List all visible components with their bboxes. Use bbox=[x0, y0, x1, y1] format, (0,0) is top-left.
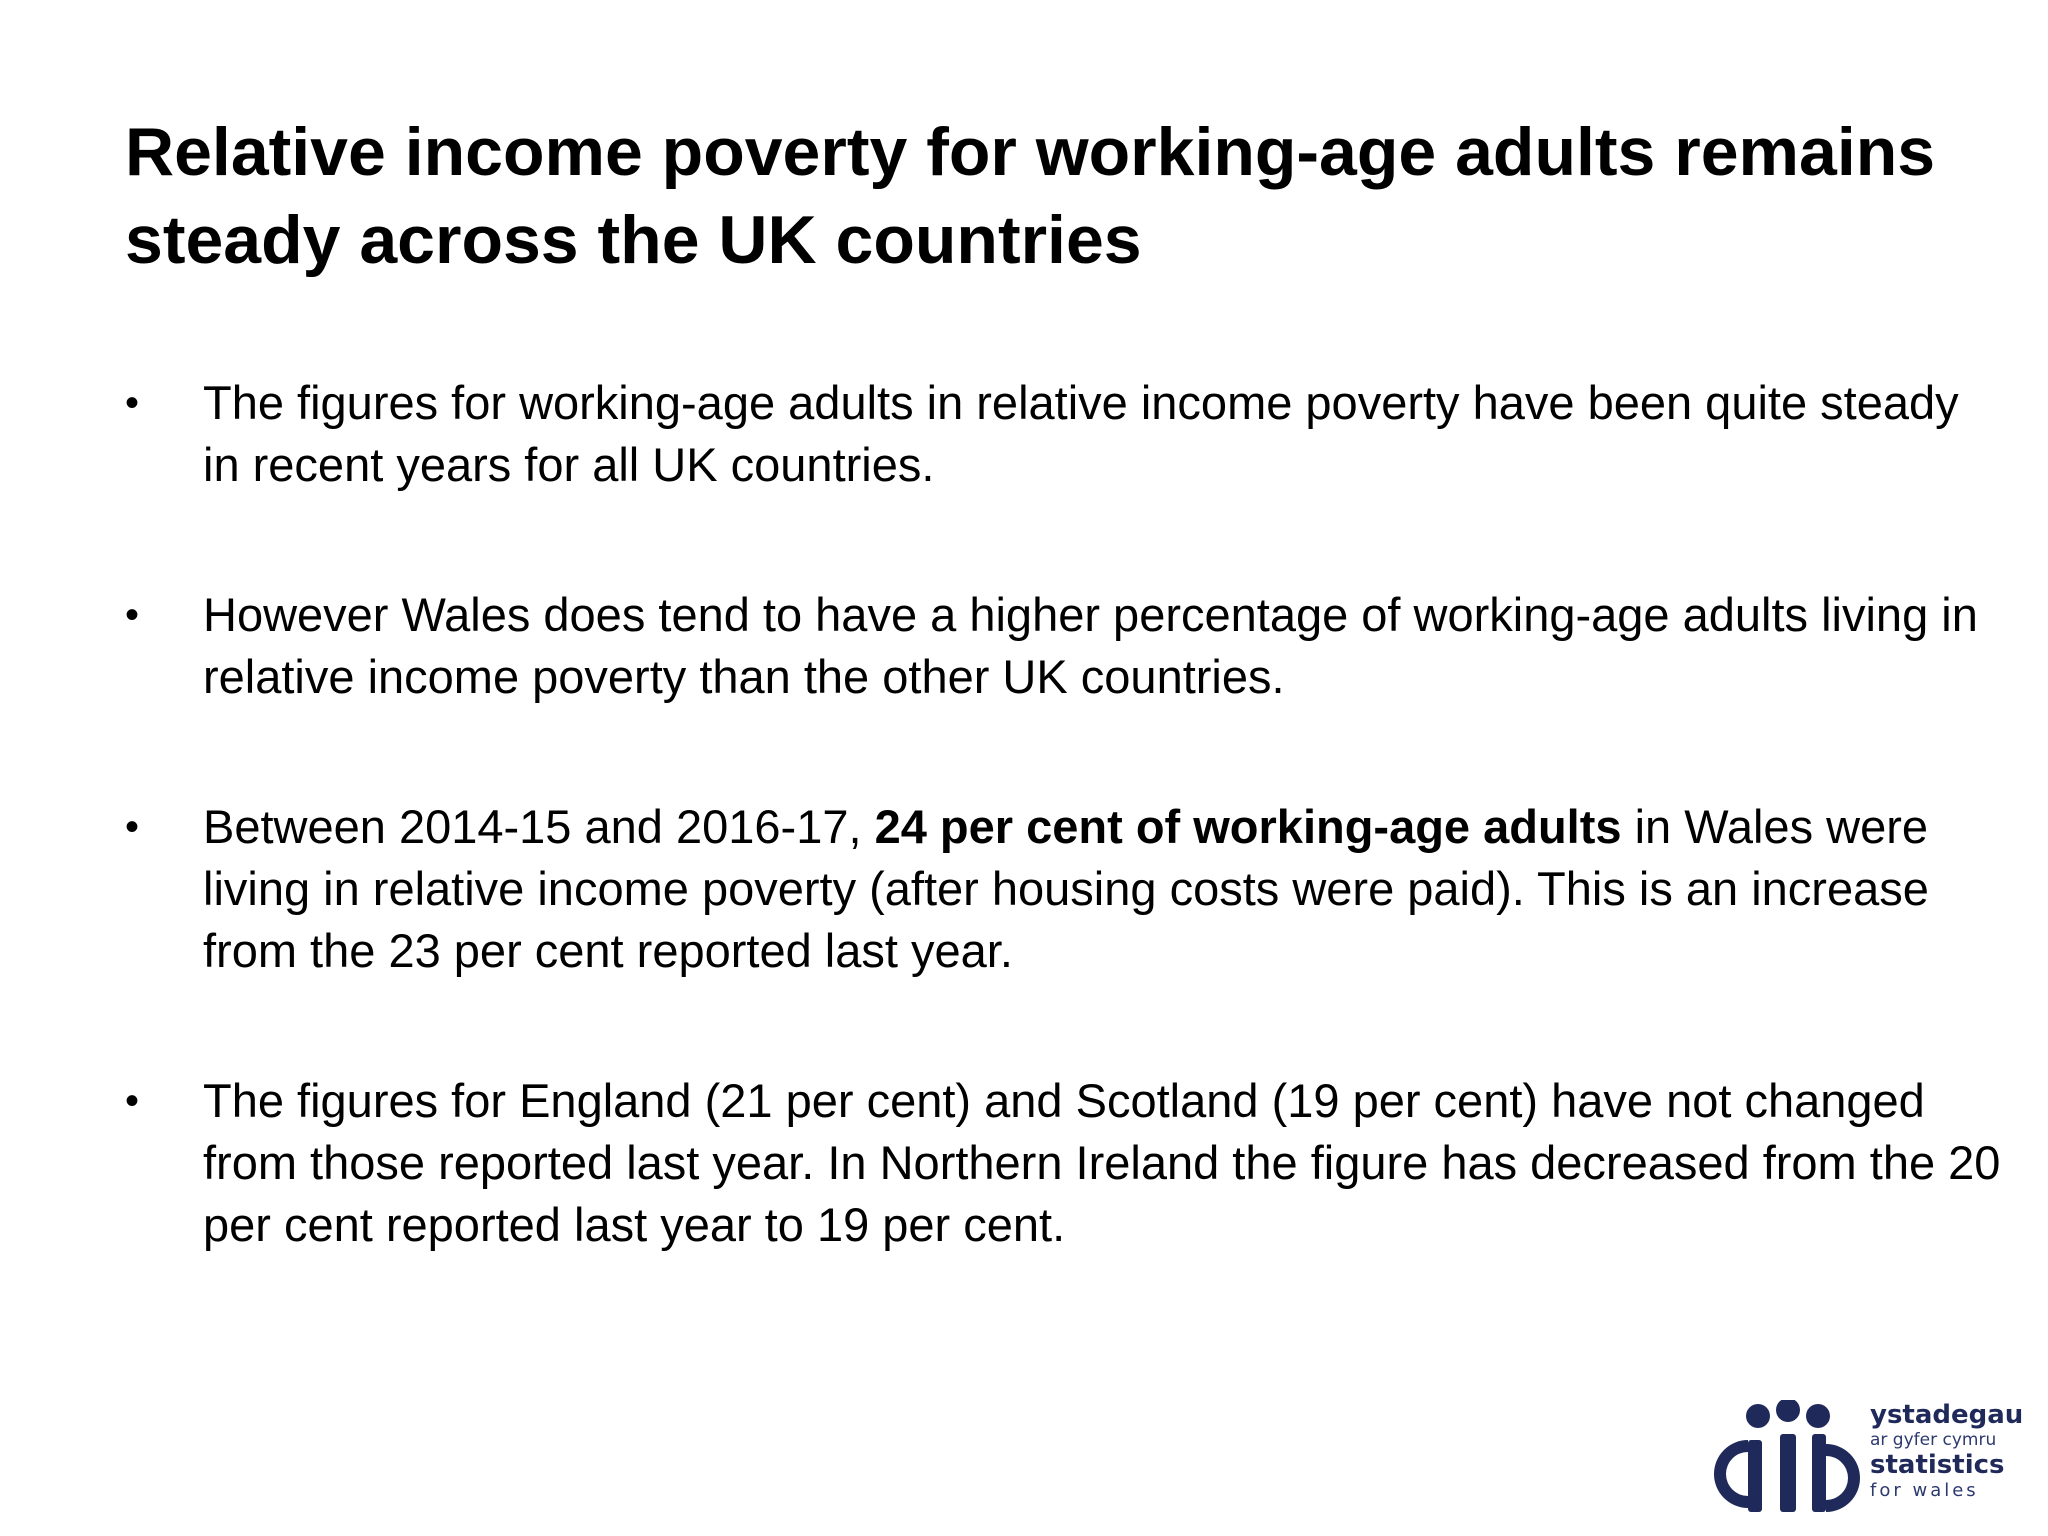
bullet-marker: • bbox=[125, 593, 140, 637]
bullet-text: The figures for England (21 per cent) and Scotland (19 per cent) have not changed from those reported last year. In Northern Ireland the figure has decreased from the 20 per cent reported last year to 19 per cent. bbox=[203, 1074, 2001, 1251]
bullet-text-pre: Between 2014-15 and 2016-17, bbox=[203, 800, 875, 853]
logo-line-english-sub: for wales bbox=[1870, 1480, 1979, 1501]
bullet-list bbox=[125, 372, 2005, 1344]
bullet-item bbox=[125, 372, 2005, 496]
bullet-text: However Wales does tend to have a higher percentage of working-age adults living in relative income poverty than the other UK countries. bbox=[203, 588, 1978, 703]
statistics-for-wales-logo-icon bbox=[1700, 1400, 1865, 1520]
bullet-item bbox=[125, 584, 2005, 708]
bullet-item bbox=[125, 796, 2005, 982]
bullet-marker: • bbox=[125, 1079, 140, 1123]
bullet-text-bold: 24 per cent of working-age adults bbox=[874, 800, 1622, 853]
logo-line-welsh-sub: ar gyfer cymru bbox=[1870, 1430, 1997, 1450]
logo-line-welsh: ystadegau bbox=[1870, 1400, 2024, 1430]
slide-title: Relative income poverty for working-age adults remains steady across the UK countries bbox=[125, 114, 1936, 278]
logo-wordmark bbox=[1870, 1400, 2024, 1502]
bullet-text-post: in Wales were living in relative income poverty (after housing costs were paid). This is an increase from the 23 per cent reported last year. bbox=[203, 800, 1929, 977]
statistics-for-wales-logo bbox=[1700, 1400, 2024, 1520]
bullet-text: The figures for working-age adults in relative income poverty have been quite steady in recent years for all UK countries. bbox=[203, 376, 1959, 491]
bullet-marker: • bbox=[125, 805, 140, 849]
logo-line-english: statistics bbox=[1870, 1450, 2005, 1480]
bullet-marker: • bbox=[125, 381, 140, 425]
bullet-item bbox=[125, 1070, 2005, 1256]
